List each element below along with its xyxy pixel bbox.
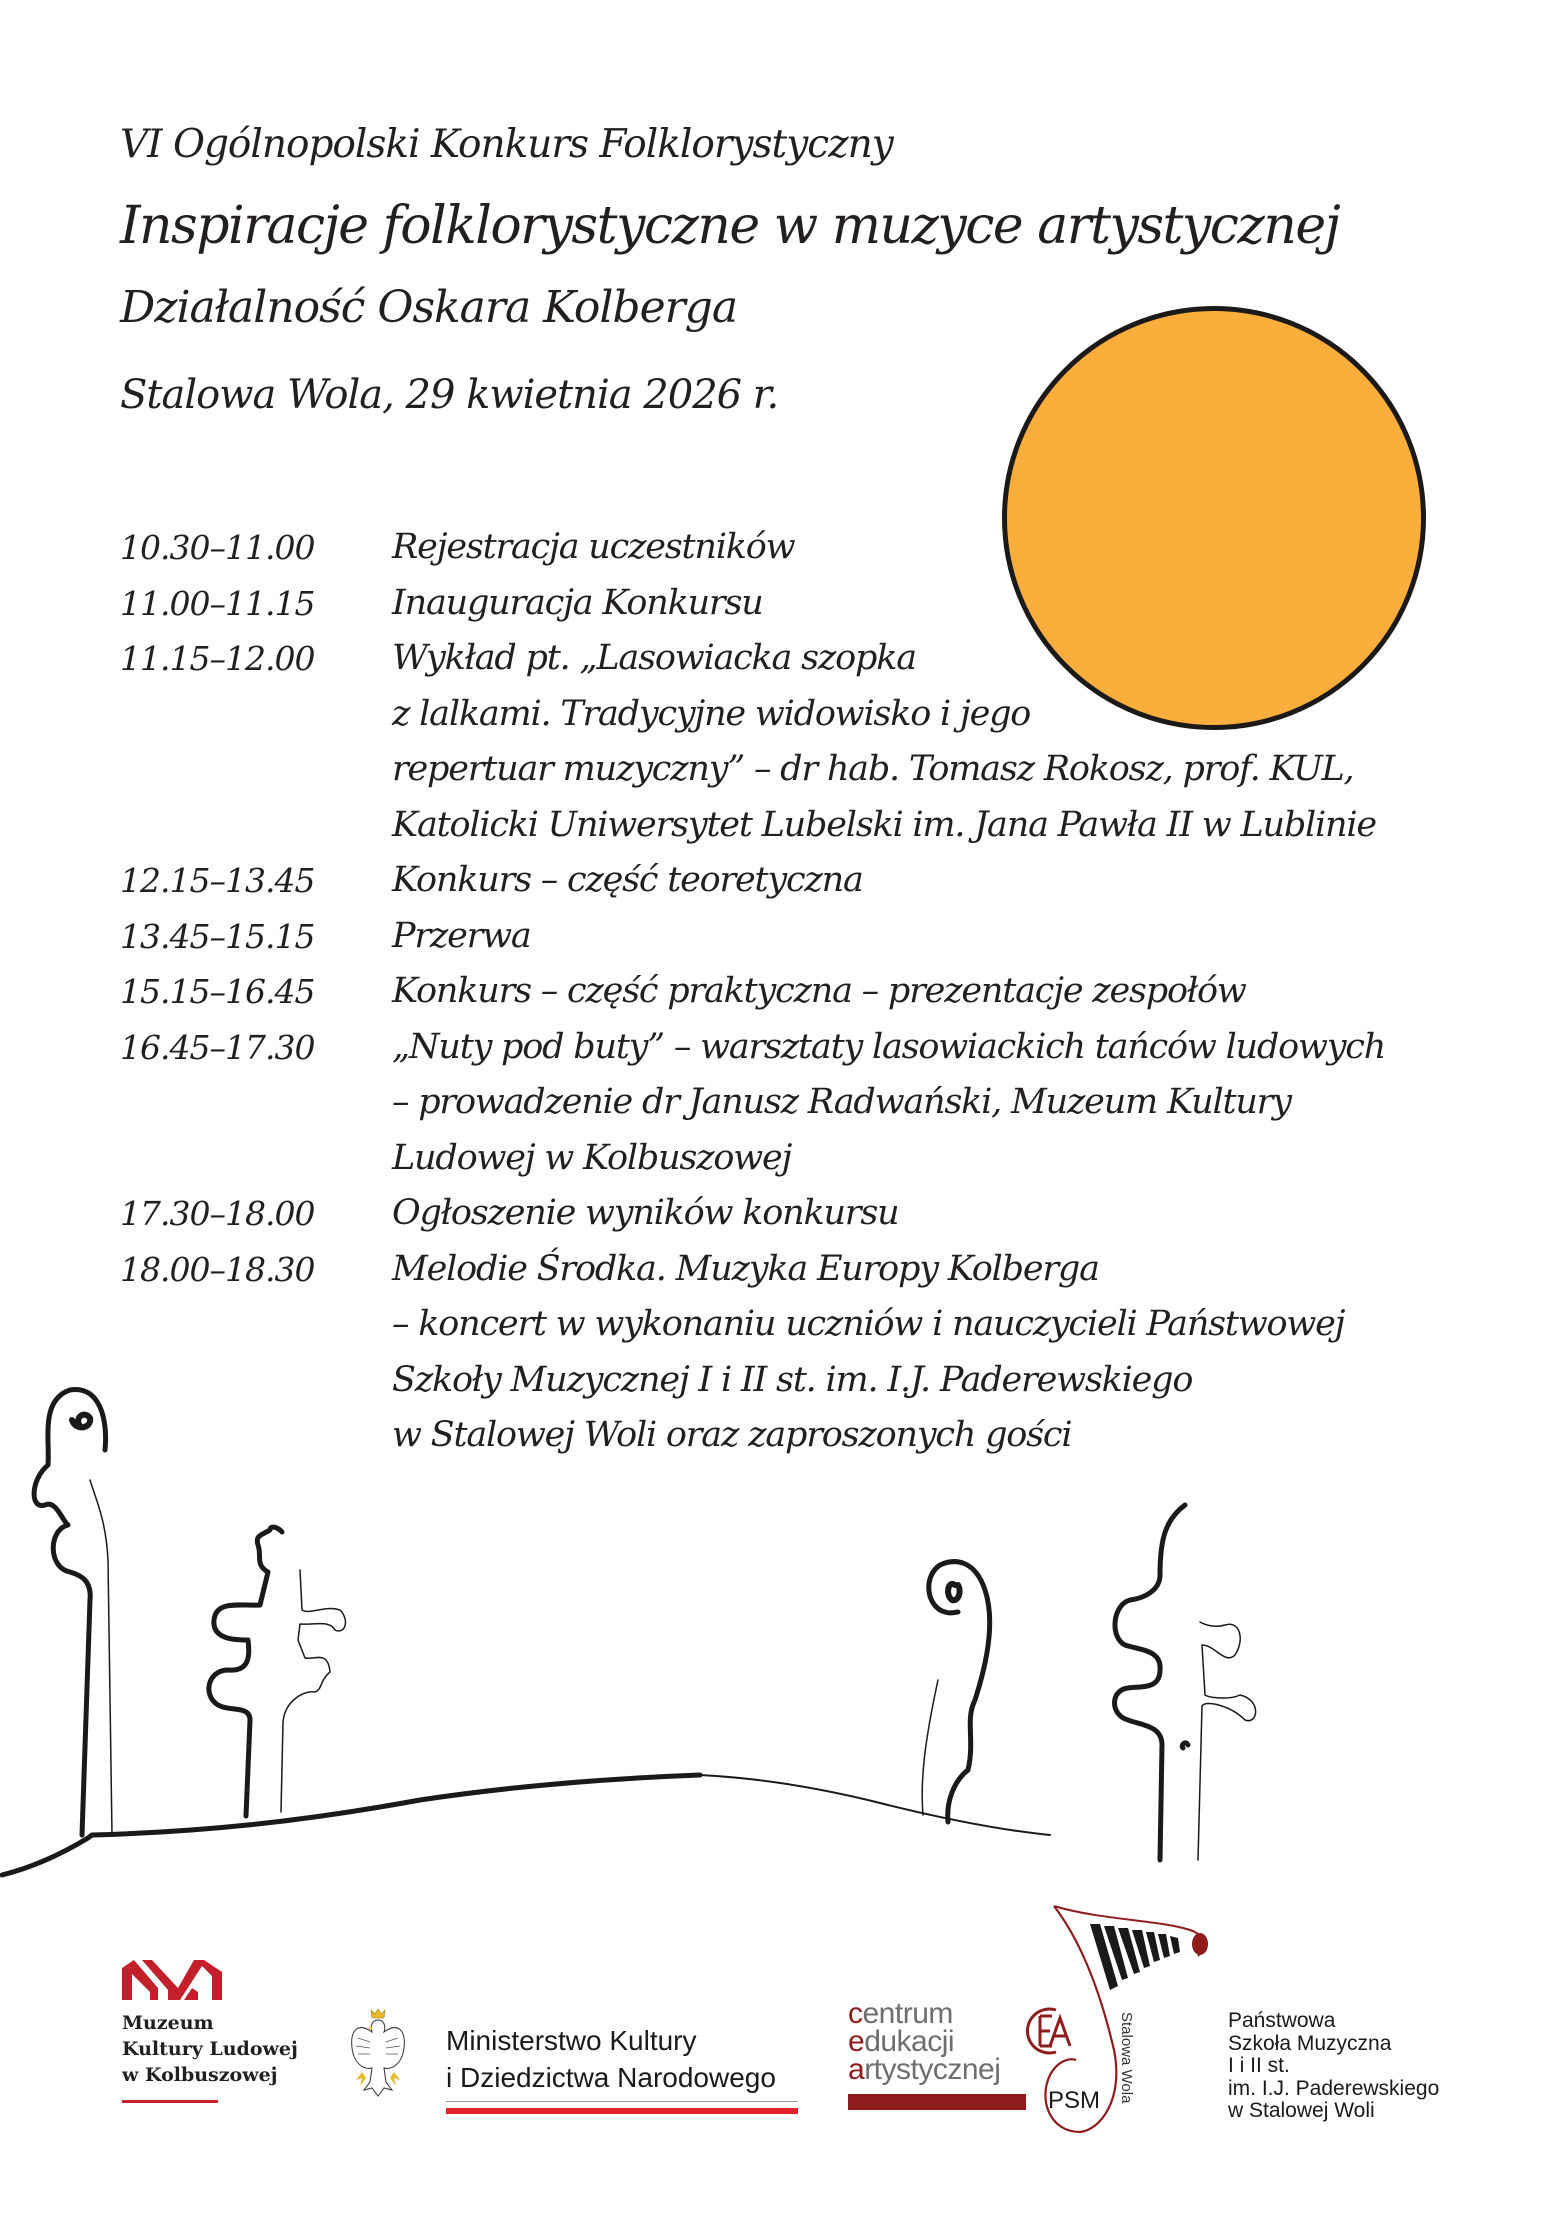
svg-text:Stalowa Wola: Stalowa Wola — [1118, 2012, 1135, 2104]
piano-note-icon — [1040, 1900, 1240, 2140]
competition-edition: VI Ogólnopolski Konkurs Folklorystyczny — [120, 122, 893, 167]
schedule-time: 13.45–15.15 — [120, 916, 315, 956]
ministry-grey-rule — [446, 2101, 798, 2102]
cea-line: artystycznej — [848, 2053, 1001, 2086]
schedule-time: 11.15–12.00 — [120, 639, 315, 678]
white-eagle-icon — [348, 2008, 408, 2104]
schedule-text: Katolicki Uniwersytet Lubelski im. Jana Pawła II w Lublinie — [392, 804, 1376, 845]
schedule-row — [120, 909, 1440, 965]
schedule-text: Ogłoszenie wyników konkursu — [392, 1193, 899, 1233]
schedule-text: Rejestracja uczestników — [392, 527, 795, 567]
schedule-row — [120, 1186, 1440, 1242]
schedule-time: 10.30–11.00 — [120, 528, 315, 567]
schedule-text: Melodie Środka. Muzyka Europy Kolberga — [392, 1248, 1099, 1289]
psm-name-line: Państwowa — [1228, 2009, 1336, 2032]
event-subtitle: Działalność Oskara Kolberga — [120, 282, 738, 333]
schedule-text: Ludowej w Kolbuszowej — [392, 1137, 792, 1178]
cea-bar — [848, 2094, 1026, 2110]
schedule-time: 16.45–17.30 — [120, 1027, 315, 1067]
cea-logo — [848, 1997, 1026, 2110]
event-title: Inspiracje folklorystyczne w muzyce artystycznej — [120, 196, 1340, 256]
ministry-name-line: i Dziedzictwa Narodowego — [446, 2062, 776, 2093]
schedule-text: z lalkami. Tradycyjne widowisko i jego — [392, 693, 1031, 734]
psm-name-line: im. I.J. Paderewskiego — [1228, 2076, 1440, 2100]
mkl-mark-icon — [122, 1960, 222, 2000]
schedule-text: w Stalowej Woli oraz zaproszonych gości — [392, 1415, 1072, 1455]
psm-name-line: w Stalowej Woli — [1228, 2099, 1375, 2122]
schedule-time: 15.15–16.45 — [120, 972, 315, 1011]
svg-text:PSM: PSM — [1048, 2087, 1101, 2114]
schedule-row — [120, 520, 1440, 576]
schedule-row — [120, 1020, 1440, 1187]
cea-line: centrum — [848, 1997, 953, 2030]
schedule-text: „Nuty pod buty” – warsztaty lasowiackich tańców ludowych — [392, 1026, 1386, 1067]
schedule-time: 12.15–13.45 — [120, 861, 315, 900]
schedule-time: 11.00–11.15 — [120, 583, 315, 623]
ministry-name-line: Ministerstwo Kultury — [446, 2025, 697, 2056]
event-place-date: Stalowa Wola, 29 kwietnia 2026 r. — [120, 372, 779, 418]
schedule-text: Szkoły Muzycznej I i II st. im. I.J. Paderewskiego — [392, 1359, 1193, 1400]
violin-scroll-landscape-icon — [0, 1380, 1561, 1880]
schedule-text: Konkurs – część teoretyczna — [392, 860, 863, 900]
schedule-row — [120, 964, 1440, 1020]
museum-name-line: Muzeum — [122, 2012, 214, 2034]
museum-logo — [122, 1960, 298, 2103]
museum-underline — [122, 2100, 218, 2103]
schedule-text: Konkurs – część praktyczna – prezentacje zespołów — [392, 971, 1246, 1011]
psm-name — [1228, 2010, 1439, 2123]
schedule — [120, 520, 1440, 1464]
schedule-text: Inauguracja Konkursu — [392, 582, 763, 623]
schedule-text: Wykład pt. „Lasowiacka szopka — [392, 638, 916, 678]
schedule-text: – prowadzenie dr Janusz Radwański, Muzeum Kultury — [392, 1082, 1291, 1122]
schedule-time: 18.00–18.30 — [120, 1249, 315, 1289]
psm-name-line: Szkoła Muzyczna — [1228, 2031, 1392, 2055]
schedule-row — [120, 853, 1440, 909]
schedule-time: 17.30–18.00 — [120, 1194, 315, 1233]
partner-logos — [0, 1880, 1561, 2160]
ministry-red-rule — [446, 2108, 798, 2114]
museum-name-line: Kultury Ludowej — [122, 2038, 298, 2060]
psm-name-line: I i II st. — [1228, 2054, 1290, 2077]
schedule-row — [120, 576, 1440, 632]
schedule-text: Przerwa — [392, 915, 531, 956]
schedule-text: – koncert w wykonaniu uczniów i nauczycieli Państwowej — [392, 1304, 1345, 1344]
schedule-text: repertuar muzyczny” – dr hab. Tomasz Rokosz, prof. KUL, — [392, 749, 1354, 789]
cea-line: edukacji — [848, 2025, 955, 2058]
schedule-row — [120, 631, 1440, 853]
museum-name-line: w Kolbuszowej — [122, 2064, 278, 2086]
